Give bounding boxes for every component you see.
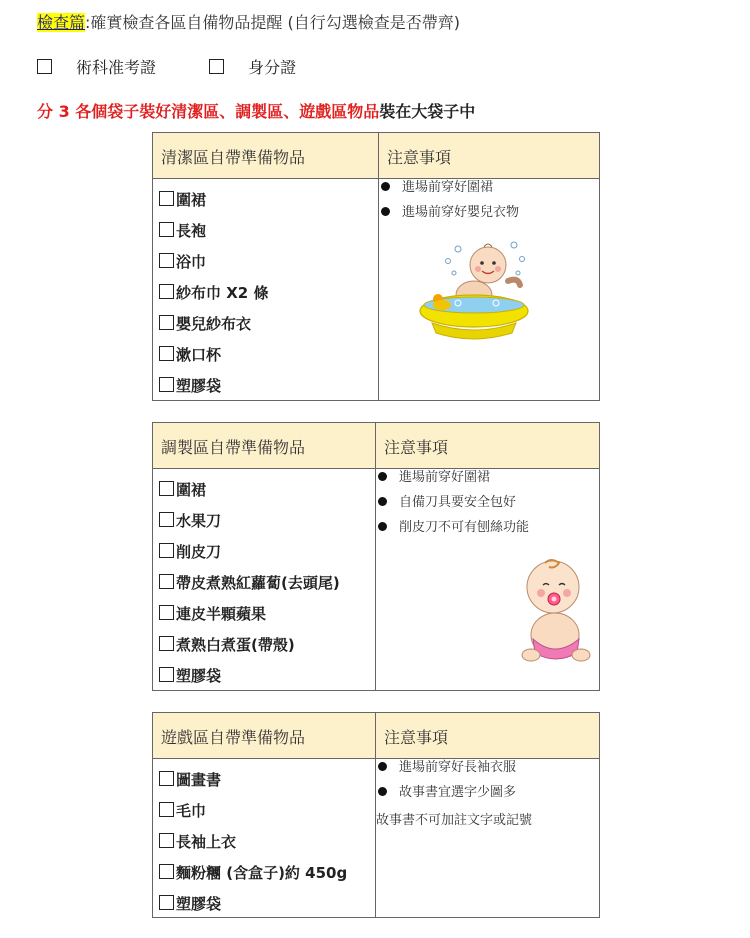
notes-title: 注意事項 (379, 133, 600, 179)
list-item[interactable]: 帶皮煮熟紅蘿蔔(去頭尾) (153, 572, 375, 603)
list-item[interactable]: 圍裙 (153, 479, 375, 510)
header-text: :確實檢查各區自備物品提醒 (自行勾選檢查是否帶齊) (85, 13, 460, 32)
note-item: 故事書宜選字少圖多 (376, 784, 599, 809)
checkbox[interactable] (159, 667, 174, 682)
checkbox[interactable] (159, 191, 174, 206)
header-label: 檢查篇 (37, 13, 86, 32)
note-extra: 故事書不可加註文字或記號 (376, 813, 533, 828)
list-item[interactable]: 塑膠袋 (153, 893, 375, 917)
checkbox[interactable] (159, 574, 174, 589)
list-item[interactable]: 煮熟白煮蛋(帶殼) (153, 634, 375, 665)
checkbox[interactable] (159, 315, 174, 330)
list-item[interactable]: 漱口杯 (153, 344, 378, 375)
note-item: 進場前穿好嬰兒衣物 (379, 204, 599, 229)
checkbox[interactable] (159, 802, 174, 817)
list-item[interactable]: 浴巾 (153, 251, 378, 282)
list-item[interactable]: 圖畫書 (153, 769, 375, 800)
section-title: 遊戲區自帶準備物品 (153, 713, 376, 759)
note-item: 削皮刀不可有刨絲功能 (376, 519, 599, 544)
list-item[interactable]: 紗布巾 X2 條 (153, 282, 378, 313)
list-item[interactable]: 長袖上衣 (153, 831, 375, 862)
item-list (153, 469, 376, 691)
checkbox[interactable] (159, 543, 174, 558)
checkbox[interactable] (159, 284, 174, 299)
list-item[interactable]: 削皮刀 (153, 541, 375, 572)
notes-title: 注意事項 (376, 423, 600, 469)
section-title: 清潔區自帶準備物品 (153, 133, 379, 179)
checkbox[interactable] (159, 833, 174, 848)
checkbox[interactable] (159, 771, 174, 786)
item-list (153, 759, 376, 918)
note-item: 進場前穿好圍裙 (376, 469, 599, 494)
checkbox[interactable] (159, 895, 174, 910)
list-item[interactable]: 連皮半顆蘋果 (153, 603, 375, 634)
list-item[interactable]: 麵粉糰 (含盒子)約 450g (153, 862, 375, 893)
notes-list (376, 759, 600, 918)
page-header (37, 10, 460, 33)
note-item: 自備刀具要安全包好 (376, 494, 599, 519)
list-item[interactable]: 塑膠袋 (153, 375, 378, 400)
notes-title: 注意事項 (376, 713, 600, 759)
checkbox[interactable] (159, 512, 174, 527)
id-item-id-card[interactable]: 身分證 (209, 58, 320, 77)
checkbox[interactable] (159, 636, 174, 651)
checkbox[interactable] (159, 481, 174, 496)
checkbox[interactable] (209, 59, 224, 74)
list-item[interactable]: 圍裙 (153, 189, 378, 220)
section-play (152, 712, 600, 918)
baby-in-bathtub-illustration (418, 233, 530, 343)
note-item: 進場前穿好圍裙 (379, 179, 599, 204)
id-checklist (37, 55, 344, 78)
checkbox[interactable] (159, 253, 174, 268)
list-item[interactable]: 塑膠袋 (153, 665, 375, 690)
checkbox[interactable] (37, 59, 52, 74)
id-item-exam-ticket[interactable]: 術科准考證 (37, 58, 180, 77)
baby-with-pacifier-illustration (515, 555, 595, 665)
list-item[interactable]: 水果刀 (153, 510, 375, 541)
section-cleaning (152, 132, 600, 401)
note-item: 進場前穿好長袖衣服 (376, 759, 599, 784)
checkbox[interactable] (159, 222, 174, 237)
packing-instruction: 分 3 各個袋子裝好清潔區、調製區、遊戲區物品裝在大袋子中 (37, 102, 476, 121)
checkbox[interactable] (159, 377, 174, 392)
checkbox[interactable] (159, 605, 174, 620)
checkbox[interactable] (159, 864, 174, 879)
section-title: 調製區自帶準備物品 (153, 423, 376, 469)
checkbox[interactable] (159, 346, 174, 361)
list-item[interactable]: 毛巾 (153, 800, 375, 831)
list-item[interactable]: 嬰兒紗布衣 (153, 313, 378, 344)
list-item[interactable]: 長袍 (153, 220, 378, 251)
item-list (153, 179, 379, 401)
